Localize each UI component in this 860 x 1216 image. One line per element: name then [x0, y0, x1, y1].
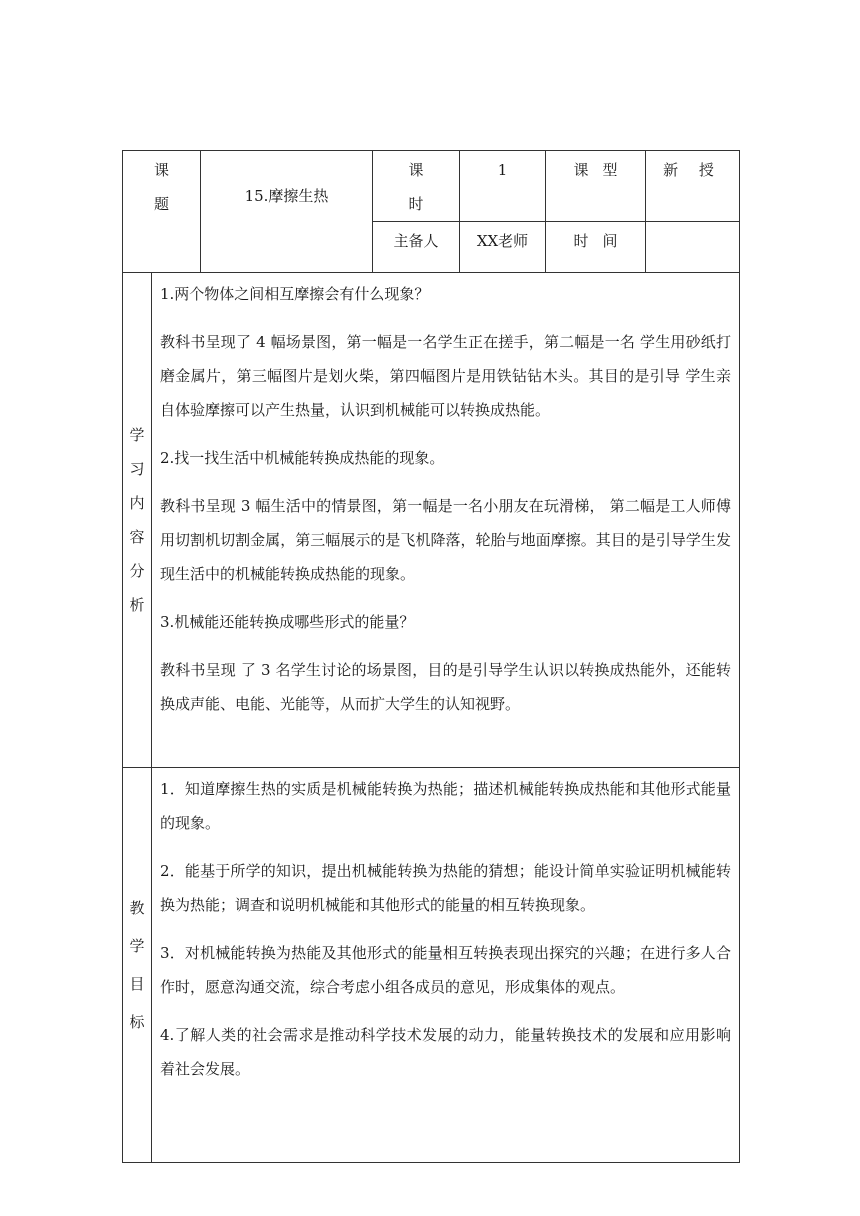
analysis-label-char: 容 — [129, 528, 145, 546]
objectives-label-char: 学 — [129, 937, 145, 955]
time-value — [646, 222, 740, 273]
topic-label: 课 题 — [123, 151, 201, 273]
preparer-value: XX老师 — [460, 222, 546, 273]
analysis-paragraph-1: 教科书呈现了 4 幅场景图，第一幅是一名学生正在搓手，第二幅是一名 学生用砂纸打磨金属片，第三幅图片是划火柴，第四幅图片是用铁钻钻木头。其目的是引导 学生亲自体验摩擦可以产生热量，认识到机械能可以转换成热能。 — [160, 333, 731, 419]
objective-item: 1．知道摩擦生热的实质是机械能转换为热能；描述机械能转换成热能和其他形式能量 的现象。 — [160, 780, 731, 832]
objectives-label-char: 目 — [129, 975, 145, 993]
topic-value: 15.摩擦生热 — [201, 151, 373, 273]
objective-item: 2．能基于所学的知识，提出机械能转换为热能的猜想；能设计简单实验证明机械能转 换为热能；调查和说明机械能和其他形式的能量的相互转换现象。 — [160, 862, 731, 914]
objective-item: 4.了解人类的社会需求是推动科学技术发展的动力，能量转换技术的发展和应用影响 着社会发展。 — [160, 1026, 731, 1078]
analysis-paragraph-3: 教科书呈现 了 3 名学生讨论的场景图，目的是引导学生认识以转换成热能外，还能转换成声能、电能、光能等，从而扩大学生的认知视野。 — [160, 661, 731, 713]
objectives-label-char: 标 — [129, 1013, 145, 1031]
period-label: 课 时 — [373, 151, 460, 222]
analysis-content — [152, 273, 740, 768]
objectives-content — [152, 768, 740, 1163]
analysis-question-3: 3.机械能还能转换成哪些形式的能量？ — [160, 613, 415, 631]
type-label: 课型 — [546, 151, 646, 222]
period-value: 1 — [460, 151, 546, 222]
analysis-question-1: 1.两个物体之间相互摩擦会有什么现象？ — [160, 285, 430, 303]
analysis-label-char: 析 — [129, 596, 145, 614]
analysis-question-2: 2.找一找生活中机械能转换成热能的现象。 — [160, 449, 445, 467]
analysis-label-char: 习 — [129, 460, 145, 478]
objectives-label-char: 教 — [129, 899, 145, 917]
objective-item: 3．对机械能转换为热能及其他形式的能量相互转换表现出探究的兴趣；在进行多人合作时，愿意沟通交流，综合考虑小组各成员的意见，形成集体的观点。 — [160, 944, 731, 996]
time-label: 时间 — [546, 222, 646, 273]
analysis-label-char: 分 — [129, 562, 145, 580]
analysis-label-char: 学 — [129, 426, 145, 444]
lesson-plan-table — [122, 150, 740, 1163]
analysis-section-label — [123, 273, 152, 768]
type-value: 新 授 — [646, 151, 740, 222]
objectives-section-label — [123, 768, 152, 1163]
analysis-paragraph-2: 教科书呈现 3 幅生活中的情景图，第一幅是一名小朋友在玩滑梯， 第二幅是工人师傅用切割机切割金属，第三幅展示的是飞机降落，轮胎与地面摩擦。其目的是引导学生发现生活中的机械能转换成热能的现象。 — [160, 497, 731, 583]
analysis-label-char: 内 — [129, 494, 145, 512]
preparer-label: 主备人 — [373, 222, 460, 273]
